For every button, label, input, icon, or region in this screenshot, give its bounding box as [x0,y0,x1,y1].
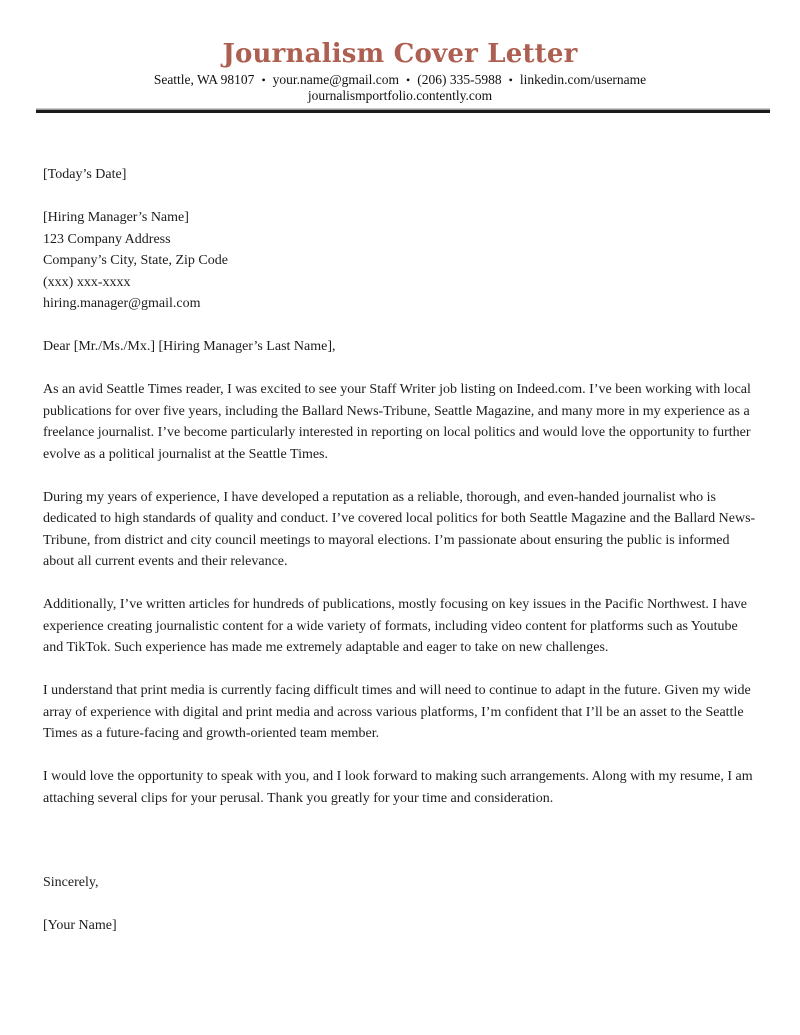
body-paragraph-3: Additionally, I’ve written articles for hundreds of publications, mostly focusing on key issues in the Pacific Northwest. I have experience creating journalistic content for a wide variety of formats, including video content for platforms such as Youtube and TikTok. Such experience has made me extremely adaptable and eager to take on new challenges. [43,597,747,655]
signature-placeholder: [Your Name] [43,918,117,933]
bullet-separator-icon: • [508,73,513,87]
recipient-email: hiring.manager@gmail.com [43,296,201,311]
body-paragraph-2: During my years of experience, I have developed a reputation as a reliable, thorough, and even-handed journalist who is dedicated to high standards of quality and conduct. I’ve covered local politics for both Seattle Magazine and the Ballard News-Tribune, from district and city council meetings to mayoral elections. I’m passionate about ensuring the public is informed about all current events and their relevance. [43,489,756,569]
body-paragraph-4: I understand that print media is currently facing difficult times and will need to continue to adapt in the future. Given my wide array of experience with digital and print media and across various platforms, I’m confident that I’ll be an asset to the Seattle Times as a future-facing and growth-oriented team member. [43,683,751,741]
recipient-city-state-zip: Company’s City, State, Zip Code [43,253,228,268]
closing: Sincerely, [43,875,99,890]
contact-portfolio: journalismportfolio.contently.com [307,88,493,103]
date-placeholder: [Today’s Date] [43,167,127,182]
recipient-phone: (xxx) xxx-xxxx [43,274,131,290]
body-paragraph-5: I would love the opportunity to speak with you, and I look forward to making such arrangements. Along with my resume, I am attaching several clips for your perusal. Thank you greatly for your time and consideration. [43,769,753,806]
page-title: Journalism Cover Letter [222,39,578,69]
contact-email: your.name@gmail.com [272,72,400,87]
bullet-separator-icon: • [261,73,266,87]
contact-linkedin: linkedin.com/username [519,72,647,87]
letter-body [0,164,800,937]
header-divider [36,110,770,113]
letterhead [0,38,800,113]
recipient-address: 123 Company Address [43,231,171,247]
bullet-separator-icon: • [406,73,411,87]
salutation: Dear [Mr./Ms./Mx.] [Hiring Manager’s Last Name], [43,339,336,354]
recipient-name: [Hiring Manager’s Name] [43,210,189,225]
contact-phone: (206) 335-5988 [417,72,502,87]
contact-portfolio-line [0,88,800,104]
recipient-block [43,207,760,315]
body-paragraph-1: As an avid Seattle Times reader, I was excited to see your Staff Writer job listing on Indeed.com. I’ve been working with local publications for over five years, including the Ballard News-Tribune, Seattle Magazine, and many more in my experience as a freelance journalist. I’ve become particularly interested in reporting on local politics and would love the opportunity to further evolve as a political journalist at the Seattle Times. [43,382,751,462]
contact-location: Seattle, WA 98107 [153,72,255,87]
contact-line [0,72,800,88]
